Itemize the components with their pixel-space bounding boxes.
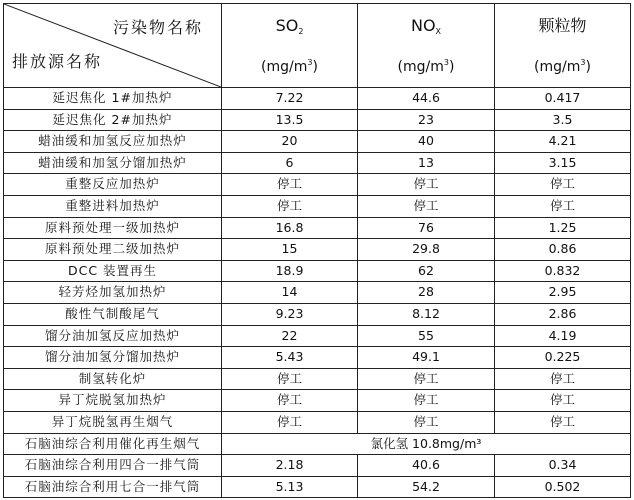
table-row: [4, 455, 631, 477]
diagonal-divider-line: [4, 4, 221, 87]
so2-cell: 15: [222, 239, 358, 261]
source-name-header: 排放源名称: [12, 52, 103, 71]
table-row: [4, 303, 631, 325]
nox-cell: 40.6: [358, 455, 495, 477]
source-cell: 延迟焦化 2#加热炉: [4, 109, 222, 131]
nox-cell: 49.1: [358, 347, 495, 369]
nox-cell: 28: [358, 282, 495, 304]
particulate-cell: 0.502: [495, 476, 631, 498]
emission-table: [3, 3, 631, 498]
table-row: [4, 411, 631, 433]
table-row: [4, 174, 631, 196]
source-cell: 轻芳烃加氢加热炉: [4, 282, 222, 304]
table-row: [4, 217, 631, 239]
nox-cell: 8.12: [358, 303, 495, 325]
particulate-cell: 3.5: [495, 109, 631, 131]
particulate-cell: 0.832: [495, 260, 631, 282]
so2-cell: 18.9: [222, 260, 358, 282]
particulate-header-name: 颗粒物: [538, 15, 587, 35]
so2-cell: 停工: [222, 195, 358, 217]
nox-cell: 停工: [358, 390, 495, 412]
so2-header-name: $SO_2$: [275, 15, 304, 36]
nox-header: [358, 4, 495, 88]
nox-cell: 62: [358, 260, 495, 282]
source-cell: 馏分油加氢反应加热炉: [4, 325, 222, 347]
particulate-cell: 0.86: [495, 239, 631, 261]
particulate-cell: 停工: [495, 390, 631, 412]
source-cell: 重整进料加热炉: [4, 195, 222, 217]
particulate-cell: 3.15: [495, 152, 631, 174]
source-cell: 原料预处理一级加热炉: [4, 217, 222, 239]
nox-cell: 76: [358, 217, 495, 239]
table-row: [4, 347, 631, 369]
so2-cell: 16.8: [222, 217, 358, 239]
so2-cell: 20: [222, 131, 358, 153]
merged-value-cell: 氯化氢 10.8mg/m³: [222, 433, 631, 455]
source-cell: 延迟焦化 1#加热炉: [4, 88, 222, 110]
particulate-cell: 2.95: [495, 282, 631, 304]
source-cell: 制氢转化炉: [4, 368, 222, 390]
nox-cell: 停工: [358, 411, 495, 433]
source-cell: 石脑油综合利用催化再生烟气: [4, 433, 222, 455]
header-row: [4, 4, 631, 88]
table-row: [4, 131, 631, 153]
source-cell: 酸性气制酸尾气: [4, 303, 222, 325]
nox-cell: 44.6: [358, 88, 495, 110]
nox-cell: 23: [358, 109, 495, 131]
particulate-cell: 停工: [495, 368, 631, 390]
so2-cell: 5.43: [222, 347, 358, 369]
source-cell: 馏分油加氢分馏加热炉: [4, 347, 222, 369]
particulate-cell: 0.34: [495, 455, 631, 477]
diagonal-header-cell: [4, 4, 222, 88]
so2-cell: 13.5: [222, 109, 358, 131]
source-cell: DCC 装置再生: [4, 260, 222, 282]
so2-header: [222, 4, 358, 88]
table-row: [4, 390, 631, 412]
source-cell: 原料预处理二级加热炉: [4, 239, 222, 261]
table-row: [4, 239, 631, 261]
particulate-header: [495, 4, 631, 88]
source-cell: 异丁烷脱氢加热炉: [4, 390, 222, 412]
source-cell: 蜡油缓和加氢分馏加热炉: [4, 152, 222, 174]
nox-cell: 13: [358, 152, 495, 174]
so2-cell: 停工: [222, 390, 358, 412]
particulate-header-unit: $(mg/m^3)$: [534, 57, 591, 75]
table-row: [4, 476, 631, 498]
table-row: [4, 282, 631, 304]
nox-cell: 停工: [358, 368, 495, 390]
particulate-cell: 0.417: [495, 88, 631, 110]
particulate-cell: 停工: [495, 174, 631, 196]
so2-cell: 6: [222, 152, 358, 174]
nox-cell: 29.8: [358, 239, 495, 261]
nox-cell: 54.2: [358, 476, 495, 498]
table-row: [4, 260, 631, 282]
source-cell: 石脑油综合利用七合一排气筒: [4, 476, 222, 498]
table-row: [4, 152, 631, 174]
particulate-cell: 0.225: [495, 347, 631, 369]
table-row: [4, 195, 631, 217]
nox-cell: 55: [358, 325, 495, 347]
source-cell: 重整反应加热炉: [4, 174, 222, 196]
so2-header-unit: $(mg/m^3)$: [261, 57, 318, 75]
so2-cell: 停工: [222, 368, 358, 390]
so2-cell: 5.13: [222, 476, 358, 498]
particulate-cell: 停工: [495, 195, 631, 217]
particulate-cell: 1.25: [495, 217, 631, 239]
source-cell: 异丁烷脱氢再生烟气: [4, 411, 222, 433]
so2-cell: 22: [222, 325, 358, 347]
table-row: [4, 368, 631, 390]
nox-cell: 停工: [358, 195, 495, 217]
so2-cell: 14: [222, 282, 358, 304]
table-row-merged: [4, 433, 631, 455]
so2-cell: 2.18: [222, 455, 358, 477]
nox-cell: 40: [358, 131, 495, 153]
particulate-cell: 4.19: [495, 325, 631, 347]
nox-header-unit: $(mg/m^3)$: [397, 57, 455, 75]
emission-table-container: [3, 3, 630, 496]
source-cell: 石脑油综合利用四合一排气筒: [4, 455, 222, 477]
particulate-cell: 4.21: [495, 131, 631, 153]
so2-cell: 9.23: [222, 303, 358, 325]
so2-cell: 停工: [222, 174, 358, 196]
table-row: [4, 325, 631, 347]
nox-header-name: $NO_X$: [410, 15, 442, 36]
table-row: [4, 109, 631, 131]
nox-cell: 停工: [358, 174, 495, 196]
so2-cell: 7.22: [222, 88, 358, 110]
particulate-cell: 停工: [495, 411, 631, 433]
so2-cell: 停工: [222, 411, 358, 433]
source-cell: 蜡油缓和加氢反应加热炉: [4, 131, 222, 153]
pollutant-name-header: 污染物名称: [112, 18, 203, 37]
table-row: [4, 88, 631, 110]
particulate-cell: 2.86: [495, 303, 631, 325]
